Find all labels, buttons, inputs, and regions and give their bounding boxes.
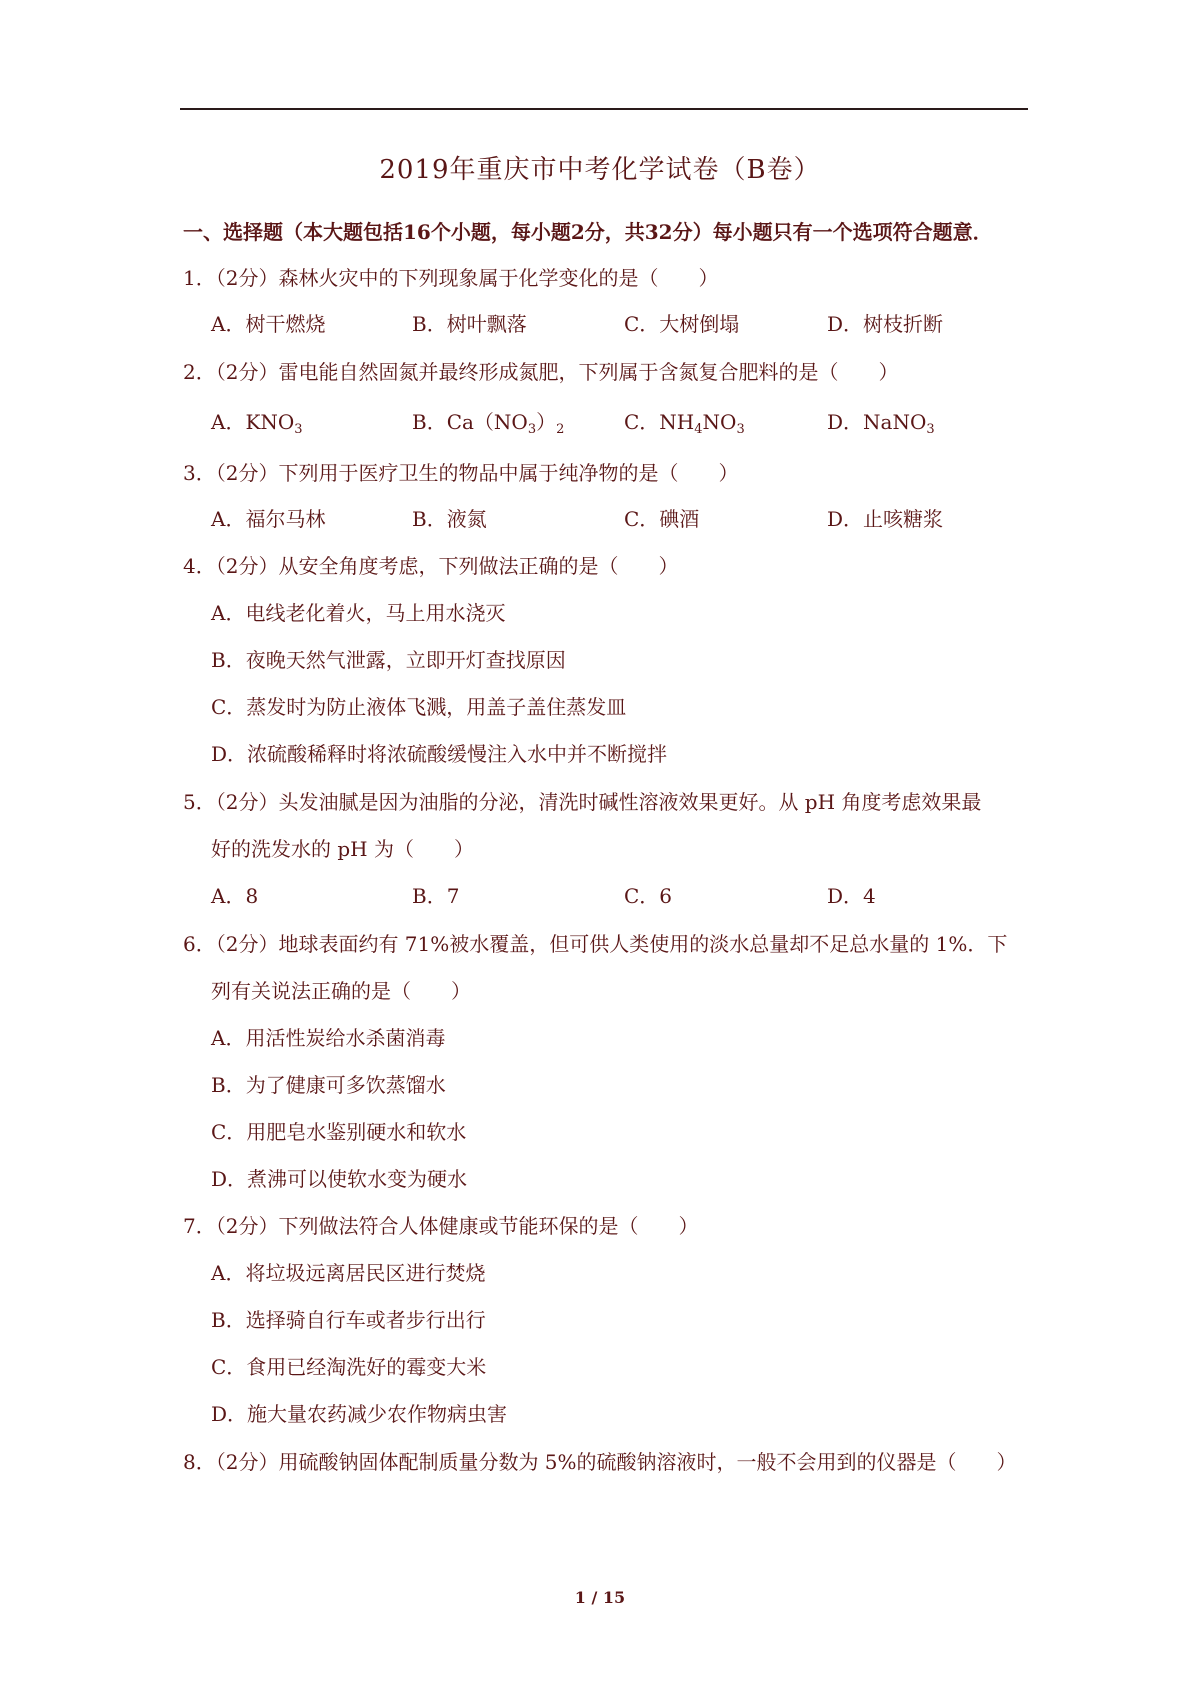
question-6-option-c: C．用肥皂水鉴别硬水和软水 [211,1120,467,1144]
question-4-stem: 4．（2分）从安全角度考虑，下列做法正确的是（ ） [183,554,679,578]
question-1-option-d: D．树枝折断 [827,312,944,336]
question-6-option-a: A．用活性炭给水杀菌消毒 [211,1026,446,1050]
question-1-option-c: C．大树倒塌 [624,312,740,336]
question-5-option-d: D．4 [827,884,876,908]
question-2-option-a: A．$KNO_3$ [211,410,303,437]
question-5-option-c: C．6 [624,884,673,908]
question-2-stem: 2．（2分）雷电能自然固氮并最终形成氮肥，下列属于含氮复合肥料的是（ ） [183,360,899,384]
page-number: 1 / 15 [574,1588,626,1607]
question-5-stem-line-2: 好的洗发水的 pH 为（ ） [211,837,474,861]
question-3-stem: 3．（2分）下列用于医疗卫生的物品中属于纯净物的是（ ） [183,461,739,485]
question-7-option-b: B．选择骑自行车或者步行出行 [211,1308,486,1332]
question-6-stem-line-2: 列有关说法正确的是（ ） [211,979,471,1003]
question-1-option-b: B．树叶飘落 [412,312,527,336]
question-4-option-d: D．浓硫酸稀释时将浓硫酸缓慢注入水中并不断搅拌 [211,742,668,766]
page-title: 2019年重庆市中考化学试卷（B卷） [379,155,821,185]
question-7-option-d: D．施大量农药减少农作物病虫害 [211,1402,508,1426]
question-4-option-c: C．蒸发时为防止液体飞溅，用盖子盖住蒸发皿 [211,695,627,719]
question-5-option-b: B．7 [412,884,460,908]
question-1-option-a: A．树干燃烧 [211,312,326,336]
question-7-option-c: C．食用已经淘洗好的霉变大米 [211,1355,487,1379]
header-rule [180,108,1028,110]
question-5-option-a: A．8 [211,884,259,908]
question-4-option-b: B．夜晚天然气泄露，立即开灯查找原因 [211,648,566,672]
question-2-option-b: B．$Ca(NO_3)_2$ [412,410,565,437]
question-6-option-d: D．煮沸可以使软水变为硬水 [211,1167,468,1191]
question-3-option-b: B．液氮 [412,507,487,531]
question-4-option-a: A．电线老化着火，马上用水浇灭 [211,601,506,625]
question-7-stem: 7．（2分）下列做法符合人体健康或节能环保的是（ ） [183,1214,699,1238]
question-3-option-a: A．福尔马林 [211,507,326,531]
question-6-option-b: B．为了健康可多饮蒸馏水 [211,1073,446,1097]
question-2-option-c: C．$NH_4NO_3$ [624,410,745,437]
question-1-stem: 1．（2分）森林火灾中的下列现象属于化学变化的是（ ） [183,266,719,290]
question-3-option-c: C．碘酒 [624,507,700,531]
question-5-stem-line-1: 5．（2分）头发油腻是因为油脂的分泌，清洗时碱性溶液效果更好。从 pH 角度考虑效果最 [183,790,982,814]
question-2-option-d: D．NaNO$_3$ [827,410,935,437]
question-7-option-a: A．将垃圾远离居民区进行焚烧 [211,1261,486,1285]
question-8-stem: 8．（2分）用硫酸钠固体配制质量分数为 5%的硫酸钠溶液时，一般不会用到的仪器是（ ） [183,1450,1017,1474]
question-6-stem-line-1: 6．（2分）地球表面约有 71%被水覆盖，但可供人类使用的淡水总量却不足总水量的 1%．下 [183,932,1008,956]
section-heading: 一、选择题（本大题包括16个小题，每小题2分，共32分）每小题只有一个选项符合题意． [183,220,993,244]
question-3-option-d: D．止咳糖浆 [827,507,944,531]
